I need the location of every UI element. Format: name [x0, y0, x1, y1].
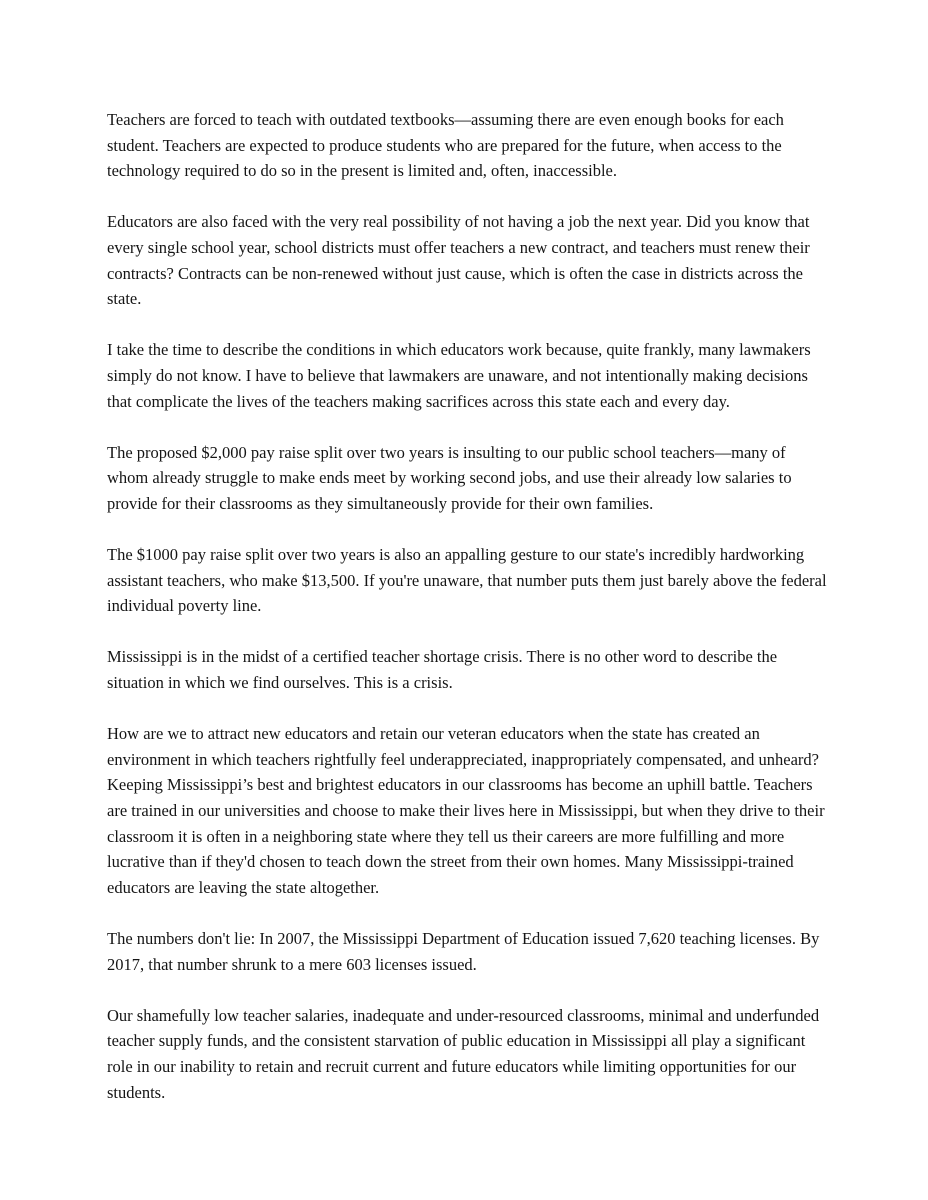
paragraph-conclusion: Our shamefully low teacher salaries, inadequate and under-resourced classrooms, minimal and underfunded teacher supply funds, and the consistent starvation of public education in Mississippi all play a significant role in our inability to retain and recruit current and future educators while limiting opportunities for our students. — [107, 1005, 820, 1102]
paragraph-textbooks: Teachers are forced to teach with outdated textbooks—assuming there are even enough books for each student. Teachers are expected to produce students who are prepared for the future, when access to the technology required to do so in the present is limited and, often, inaccessible. — [107, 110, 784, 181]
paragraph-shortage-crisis: Mississippi is in the midst of a certified teacher shortage crisis. There is no other word to describe the situation in which we find ourselves. This is a crisis. — [107, 647, 778, 693]
paragraph-pay-raise-assistants: The $1000 pay raise split over two years is also an appalling gesture to our state's incredibly hardworking assistant teachers, who make $13,500. If you're unaware, that number puts them just barely above the federal individual poverty line. — [107, 545, 827, 616]
paragraph-lawmakers: I take the time to describe the conditions in which educators work because, quite frankly, many lawmakers simply do not know. I have to believe that lawmakers are unaware, and not intentionally making decisions that complicate the lives of the teachers making sacrifices across this state each and every day. — [107, 340, 811, 411]
paragraph-contracts: Educators are also faced with the very real possibility of not having a job the next year. Did you know that every single school year, school districts must offer teachers a new contract, and teachers must renew their contracts? Contracts can be non-renewed without just cause, which is often the case in districts across the state. — [107, 212, 810, 309]
paragraph-retention: How are we to attract new educators and retain our veteran educators when the state has created an environment in which teachers rightfully feel underappreciated, inappropriately compensated, and unheard? Keeping Mississippi’s best and brightest educators in our classrooms has become an uphill battle. Teachers are trained in our universities and choose to make their lives here in Mississippi, but when they drive to their classroom it is often in a neighboring state where they tell us their careers are more fulfilling and more lucrative than if they'd chosen to teach down the street from their own homes. Many Mississippi-trained educators are leaving the state altogether. — [107, 724, 825, 897]
document-page — [107, 107, 827, 1131]
paragraph-pay-raise-teachers: The proposed $2,000 pay raise split over two years is insulting to our public school teachers—many of whom already struggle to make ends meet by working second jobs, and use their already low salaries to provide for their classrooms as they simultaneously provide for their own families. — [107, 442, 792, 513]
paragraph-license-numbers: The numbers don't lie: In 2007, the Mississippi Department of Education issued 7,620 teaching licenses. By 2017, that number shrunk to a mere 603 licenses issued. — [107, 929, 820, 974]
